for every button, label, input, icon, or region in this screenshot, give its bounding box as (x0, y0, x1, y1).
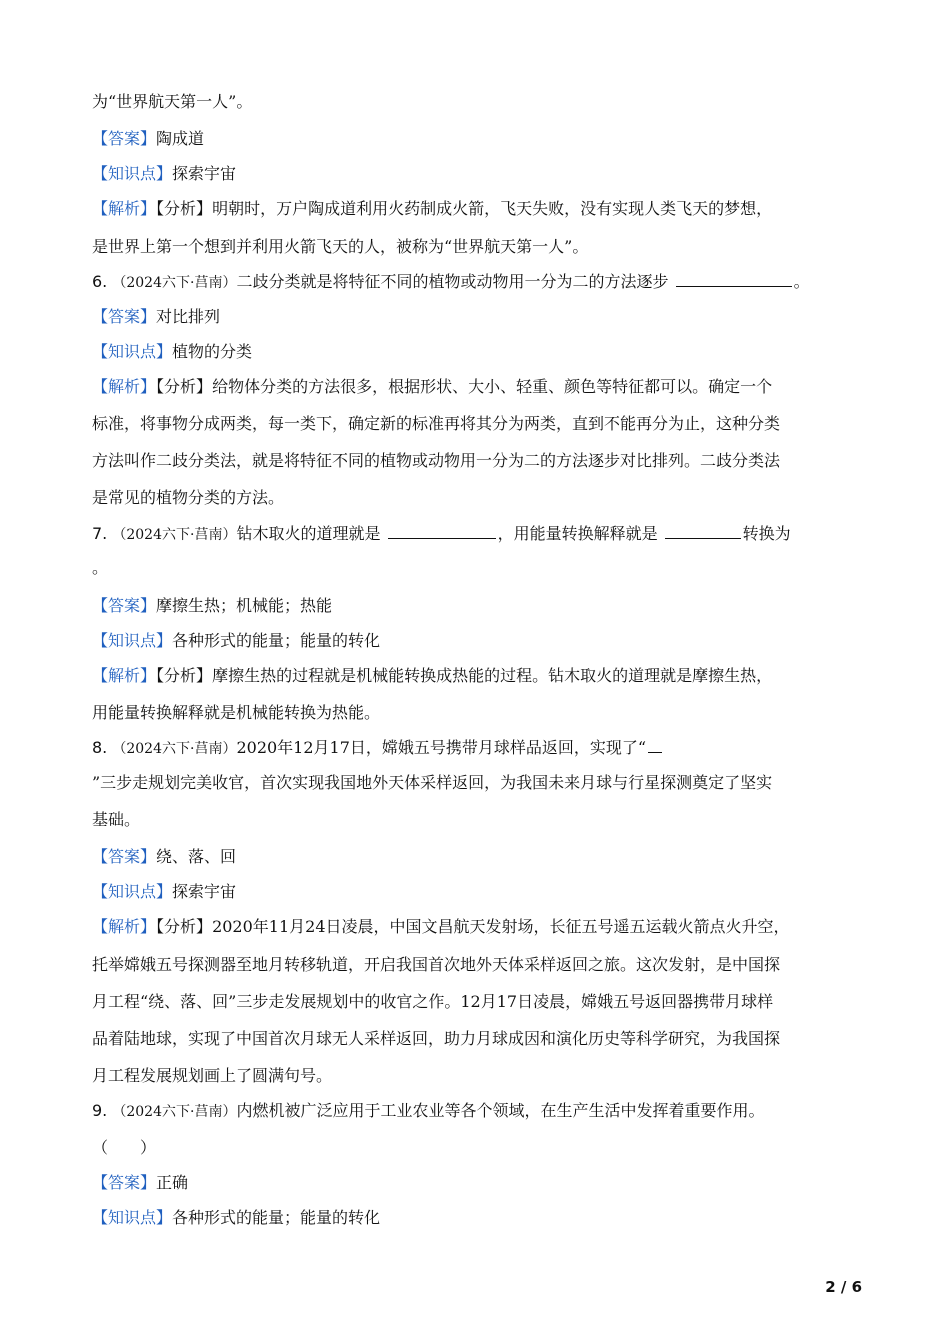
q7-answer: 摩擦生热；机械能；热能 (156, 596, 333, 615)
q7-knowledge-row: 【知识点】各种形式的能量；能量的转化 (92, 631, 381, 650)
fenxi-label: 【分析】 (156, 666, 213, 685)
question-number: 9. (92, 1101, 108, 1120)
q6-answer: 对比排列 (156, 307, 221, 326)
intro-answer: 陶成道 (156, 129, 205, 148)
q8-analysis-line: 品着陆地球，实现了中国首次月球无人采样返回，助力月球成因和演化历史等科学研究，为我国探 (92, 1029, 781, 1048)
question-9 (92, 1101, 870, 1122)
analysis-tag: 解析 (108, 666, 141, 685)
question-text: ”三步走规划完美收官，首次实现我国地外天体采样返回，为我国未来月球与行星探测奠定了坚实 (92, 773, 773, 792)
knowledge-tag: 知识点 (108, 342, 157, 361)
analysis-tag: 解析 (108, 377, 141, 396)
q8-analysis-line: 2020年11月24日凌晨，中国文昌航天发射场，长征五号遥五运载火箭点火升空， (212, 917, 790, 936)
question-text: 2020年12月17日，嫦娥五号携带月球样品返回，实现了“ (236, 738, 647, 757)
q8-analysis-line: 月工程“绕、落、回”三步走发展规划中的收官之作。12月17日凌晨，嫦娥五号返回器携带月球样 (92, 992, 774, 1011)
q7-analysis-line: 摩擦生热的过程就是机械能转换成热能的过程。钻木取火的道理就是摩擦生热， (212, 666, 773, 685)
q9-knowledge: 各种形式的能量；能量的转化 (172, 1208, 381, 1227)
intro-analysis-line: 是世界上第一个想到并利用火箭飞天的人，被称为“世界航天第一人”。 (92, 237, 589, 256)
question-8 (92, 738, 870, 759)
question-7 (92, 524, 870, 545)
q6-knowledge-row: 【知识点】植物的分类 (92, 342, 253, 361)
q6-knowledge: 植物的分类 (172, 342, 253, 361)
question-number: 7. (92, 524, 108, 543)
intro-analysis-row: 【解析】【分析】明朝时，万户陶成道利用火药制成火箭，飞天失败，没有实现人类飞天的梦想， (92, 199, 773, 218)
knowledge-tag: 知识点 (108, 164, 157, 183)
question-number: 6. (92, 272, 108, 291)
knowledge-tag: 知识点 (108, 882, 157, 901)
fenxi-label: 【分析】 (156, 199, 213, 218)
question-text: 钻木取火的道理就是 (236, 524, 381, 543)
question-text: 内燃机被广泛应用于工业农业等各个领域，在生产生活中发挥着重要作用。 (236, 1101, 765, 1120)
knowledge-tag: 知识点 (108, 631, 157, 650)
question-number: 8. (92, 738, 108, 757)
q6-analysis-line: 标准，将事物分成两类，每一类下，确定新的标准再将其分为两类，直到不能再分为止，这种分类 (92, 414, 781, 433)
answer-tag: 答案 (108, 307, 141, 326)
question-text: 二歧分类就是将特征不同的植物或动物用一分为二的方法逐步 (236, 272, 669, 291)
question-source: （2024六下·莒南） (112, 527, 237, 543)
q7-knowledge: 各种形式的能量；能量的转化 (172, 631, 381, 650)
question-end: 。 (92, 558, 109, 577)
question-text: 基础。 (92, 810, 141, 829)
q9-answer-row: 【答案】正确 (92, 1173, 189, 1192)
intro-knowledge-row: 【知识点】探索宇宙 (92, 164, 237, 183)
question-source: （2024六下·莒南） (112, 1104, 237, 1120)
q8-answer-row: 【答案】绕、落、回 (92, 847, 237, 866)
knowledge-tag: 知识点 (108, 1208, 157, 1227)
q6-analysis-line: 是常见的植物分类的方法。 (92, 488, 285, 507)
analysis-tag: 解析 (108, 917, 141, 936)
q9-answer: 正确 (156, 1173, 189, 1192)
answer-tag: 答案 (108, 129, 141, 148)
answer-parentheses[interactable]: （ ） (92, 1138, 157, 1157)
intro-knowledge: 探索宇宙 (172, 164, 237, 183)
answer-tag: 答案 (108, 1173, 141, 1192)
fenxi-label: 【分析】 (156, 917, 213, 936)
answer-tag: 答案 (108, 847, 141, 866)
answer-tag: 答案 (108, 596, 141, 615)
question-text: 转换为 (742, 524, 791, 543)
q7-analysis-row: 【解析】【分析】摩擦生热的过程就是机械能转换成热能的过程。钻木取火的道理就是摩擦生热， (92, 666, 773, 685)
q8-analysis-row: 【解析】【分析】2020年11月24日凌晨，中国文昌航天发射场，长征五号遥五运载火箭点火升空， (92, 917, 790, 936)
q6-analysis-line: 给物体分类的方法很多，根据形状、大小、轻重、颜色等特征都可以。确定一个 (212, 377, 773, 396)
q7-answer-row: 【答案】摩擦生热；机械能；热能 (92, 596, 333, 615)
question-6 (92, 272, 870, 293)
q6-analysis-row: 【解析】【分析】给物体分类的方法很多，根据形状、大小、轻重、颜色等特征都可以。确定一个 (92, 377, 773, 396)
analysis-tag: 解析 (108, 199, 141, 218)
answer-blank[interactable] (388, 524, 496, 539)
q8-knowledge: 探索宇宙 (172, 882, 237, 901)
page-number: 2 / 6 (825, 1278, 862, 1296)
answer-blank[interactable] (676, 272, 792, 287)
q8-analysis-line: 月工程发展规划画上了圆满句号。 (92, 1066, 333, 1085)
q8-answer: 绕、落、回 (156, 847, 237, 866)
q8-analysis-line: 托举嫦娥五号探测器至地月转移轨道，开启我国首次地外天体采样返回之旅。这次发射，是中国探 (92, 955, 781, 974)
question-source: （2024六下·莒南） (112, 741, 237, 757)
q7-analysis-line: 用能量转换解释就是机械能转换为热能。 (92, 703, 381, 722)
answer-blank[interactable] (665, 524, 741, 539)
q6-answer-row: 【答案】对比排列 (92, 307, 221, 326)
q8-knowledge-row: 【知识点】探索宇宙 (92, 882, 237, 901)
question-source: （2024六下·莒南） (112, 275, 237, 291)
question-text: ，用能量转换解释就是 (497, 524, 658, 543)
intro-answer-row: 【答案】陶成道 (92, 129, 205, 148)
q9-knowledge-row: 【知识点】各种形式的能量；能量的转化 (92, 1208, 381, 1227)
intro-analysis-line: 明朝时，万户陶成道利用火药制成火箭，飞天失败，没有实现人类飞天的梦想， (212, 199, 773, 218)
q6-analysis-line: 方法叫作二歧分类法，就是将特征不同的植物或动物用一分为二的方法逐步对比排列。二歧分类法 (92, 451, 781, 470)
fenxi-label: 【分析】 (156, 377, 213, 396)
answer-blank[interactable] (648, 738, 662, 753)
intro-continuation: 为“世界航天第一人”。 (92, 92, 253, 111)
question-end: 。 (793, 272, 810, 291)
